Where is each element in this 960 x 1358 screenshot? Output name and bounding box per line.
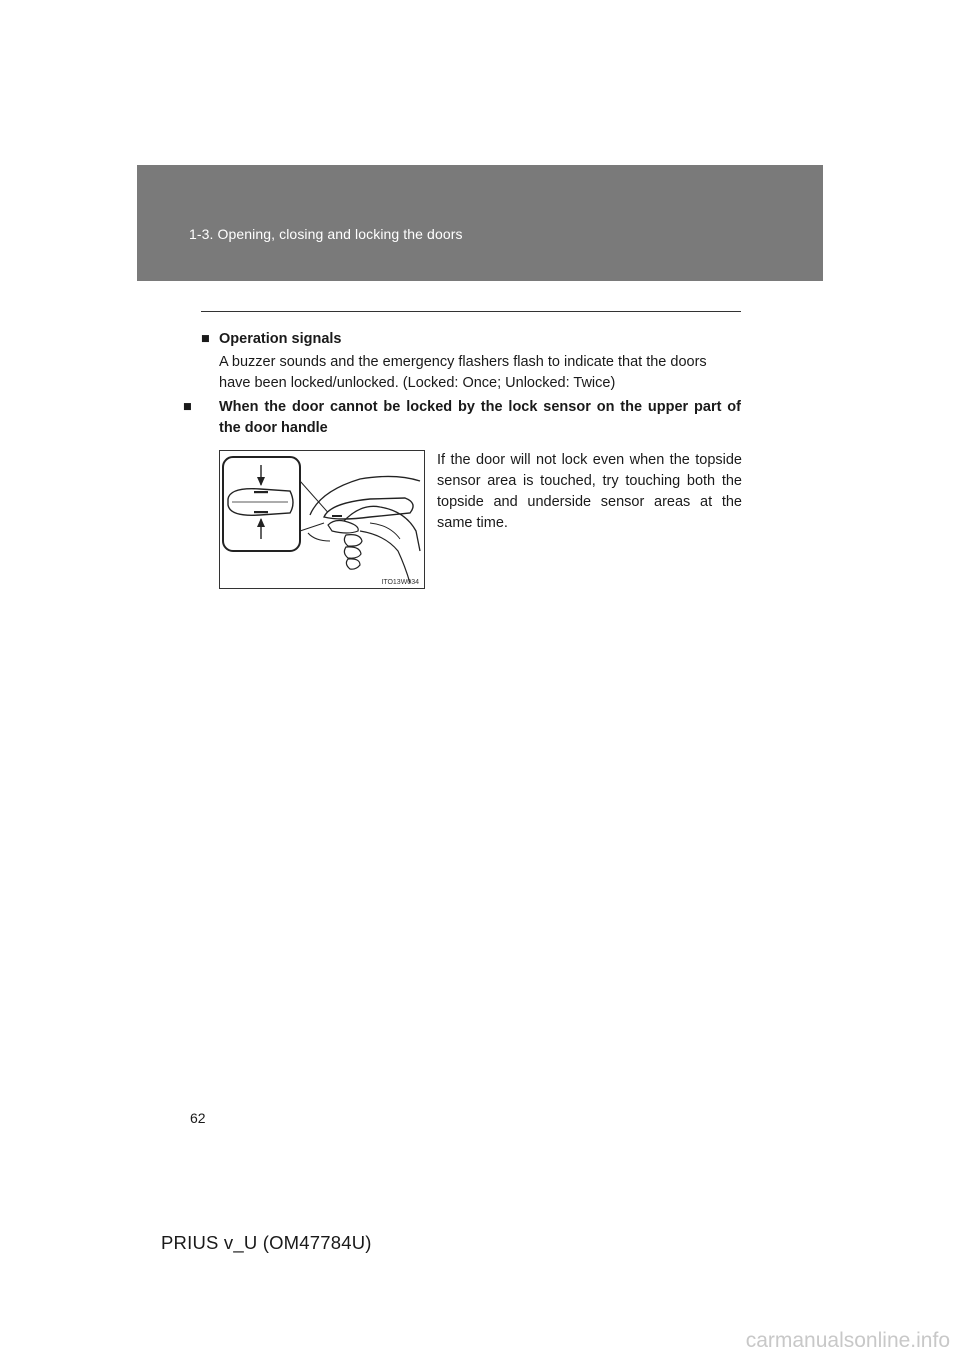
heading-text: When the door cannot be locked by the lock sensor on the upper part of the door handle	[219, 399, 741, 436]
section-header-band	[137, 165, 823, 281]
page-number: 62	[190, 1110, 206, 1126]
figure-code: ITO13W034	[381, 579, 419, 586]
section-heading-operation-signals	[201, 329, 741, 350]
door-handle-illustration	[219, 450, 425, 589]
square-bullet-icon: ■	[201, 331, 210, 347]
watermark: carmanualsonline.info	[745, 1329, 950, 1352]
paragraph-operation-signals: A buzzer sounds and the emergency flashers flash to indicate that the doors have been locked/unlocked. (Locked: Once; Unlocked: Twice)	[219, 354, 707, 391]
paragraph-lock-sensor: If the door will not lock even when the topside sensor area is touched, try touching both the topside and underside sensor areas at the same time.	[437, 452, 742, 531]
section-heading-lock-sensor	[183, 397, 741, 439]
header-rule	[201, 311, 741, 312]
manual-model-code: PRIUS v_U (OM47784U)	[161, 1232, 372, 1253]
heading-text: Operation signals	[219, 331, 342, 347]
square-bullet-icon: ■	[183, 399, 192, 415]
hand-touching-handle-icon	[220, 451, 424, 588]
section-title: 1-3. Opening, closing and locking the doors	[189, 226, 463, 242]
